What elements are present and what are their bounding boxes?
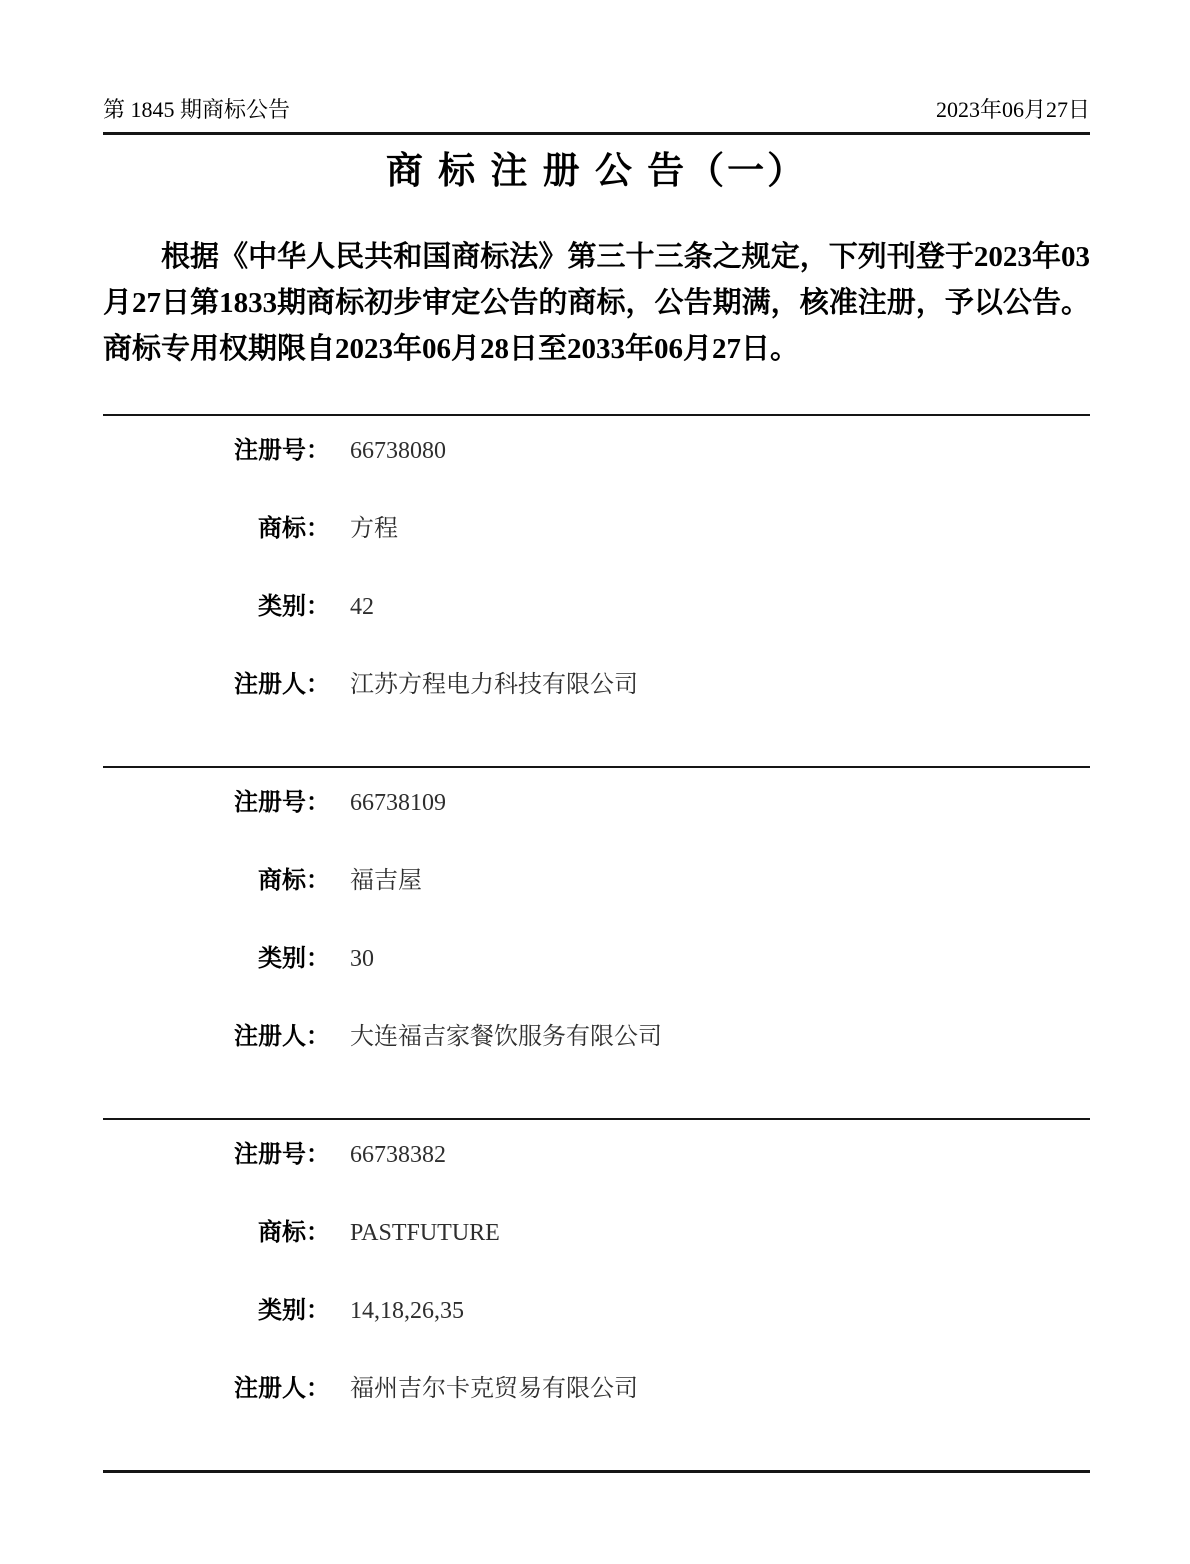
trademark-label: 商标： (258, 1220, 330, 1246)
registrant-value: 福州吉尔卡克贸易有限公司 (350, 1376, 638, 1402)
bottom-divider (103, 1470, 1090, 1473)
class-value: 30 (350, 946, 374, 972)
reg-no-label: 注册号： (234, 438, 330, 464)
reg-no-value: 66738109 (350, 790, 446, 816)
registrant-row (103, 670, 1090, 700)
class-row (103, 944, 1090, 974)
reg-no-row (103, 788, 1090, 818)
registrant-label: 注册人： (234, 1024, 330, 1050)
trademark-value: PASTFUTURE (350, 1220, 500, 1246)
intro-paragraph: 根据《中华人民共和国商标法》第三十三条之规定，下列刊登于2023年03月27日第1833期商标初步审定公告的商标，公告期满，核准注册，予以公告。商标专用权期限自2023年06月28日至2033年06月27日。 (103, 241, 1090, 365)
class-row (103, 1296, 1090, 1326)
reg-no-label: 注册号： (234, 790, 330, 816)
trademark-label: 商标： (258, 868, 330, 894)
trademark-value: 方程 (350, 516, 398, 542)
registrant-row (103, 1022, 1090, 1052)
trademark-value: 福吉屋 (350, 868, 422, 894)
trademark-row (103, 514, 1090, 544)
registrant-value: 大连福吉家餐饮服务有限公司 (350, 1024, 662, 1050)
registrant-row (103, 1374, 1090, 1404)
trademark-row (103, 1218, 1090, 1248)
trademark-row (103, 866, 1090, 896)
trademark-record-1 (103, 414, 1090, 766)
reg-no-value: 66738382 (350, 1142, 446, 1168)
gazette-date: 2023年06月27日 (935, 97, 1090, 122)
reg-no-row (103, 1140, 1090, 1170)
class-row (103, 592, 1090, 622)
trademark-label: 商标： (258, 516, 330, 542)
trademark-record-2 (103, 766, 1090, 1118)
page-title: 商 标 注 册 公 告（一） (385, 151, 808, 192)
registrant-label: 注册人： (234, 1376, 330, 1402)
reg-no-row (103, 436, 1090, 466)
records-list (103, 414, 1090, 1473)
class-label: 类别： (258, 946, 330, 972)
class-label: 类别： (258, 594, 330, 620)
trademark-record-3 (103, 1118, 1090, 1470)
class-value: 42 (350, 594, 374, 620)
class-label: 类别： (258, 1298, 330, 1324)
class-value: 14,18,26,35 (350, 1298, 464, 1324)
header-divider (103, 132, 1090, 135)
reg-no-value: 66738080 (350, 438, 446, 464)
gazette-issue: 第 1845 期商标公告 (103, 97, 291, 122)
registrant-label: 注册人： (234, 672, 330, 698)
registrant-value: 江苏方程电力科技有限公司 (350, 672, 638, 698)
page-header (103, 96, 1090, 124)
reg-no-label: 注册号： (234, 1142, 330, 1168)
